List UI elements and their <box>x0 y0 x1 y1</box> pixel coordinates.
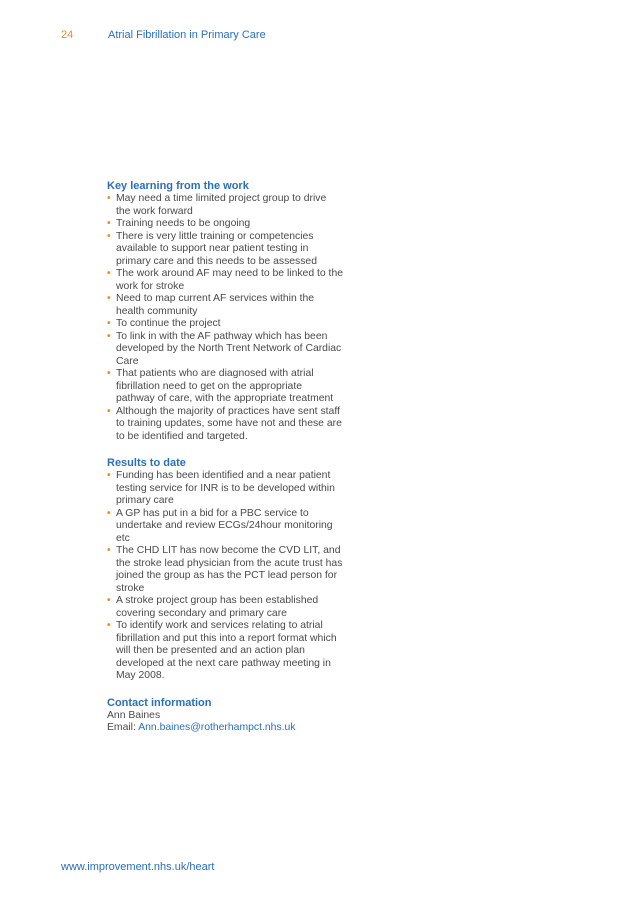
list-item-text: That patients who are diagnosed with atrial fibrillation need to get on the appropriate pathway of care, with the appropriate treatment <box>116 368 334 404</box>
list-item <box>107 406 343 444</box>
list-item-text: Training needs to be ongoing <box>116 218 251 229</box>
list-item-text: A stroke project group has been established covering secondary and primary care <box>116 595 319 619</box>
running-title: Atrial Fibrillation in Primary Care <box>108 29 266 41</box>
list-item <box>107 293 343 318</box>
email-label: Email: <box>107 722 136 733</box>
bullet-icon: • <box>107 368 111 379</box>
list-item <box>107 193 343 218</box>
bullet-icon: • <box>107 545 111 556</box>
list-item <box>107 331 343 369</box>
bullet-icon: • <box>107 293 111 304</box>
list-item <box>107 318 343 331</box>
list-item-text: Funding has been identified and a near patient testing service for INR is to be developed within primary care <box>116 470 335 506</box>
results-heading: Results to date <box>107 457 186 469</box>
main-content <box>107 180 343 749</box>
bullet-icon: • <box>107 193 111 204</box>
list-item-text: To link in with the AF pathway which has been developed by the North Trent Network of Cardiac Care <box>116 330 342 367</box>
list-item-text: May need a time limited project group to drive the work forward <box>116 193 327 217</box>
contact-email-line <box>107 722 343 735</box>
list-item-text: To identify work and services relating to atrial fibrillation and put this into a report format which will then be presented and an action plan developed at the next care pathway meeting in May 2008. <box>116 620 337 681</box>
results-section <box>107 457 343 683</box>
bullet-icon: • <box>107 507 111 519</box>
results-list <box>107 470 343 683</box>
bullet-icon: • <box>107 330 111 342</box>
list-item-text: The CHD LIT has now become the CVD LIT, and the stroke lead physician from the acute trust has joined the group as has the PCT lead person for stroke <box>116 545 343 594</box>
list-item <box>107 595 343 620</box>
bullet-icon: • <box>107 230 111 242</box>
list-item <box>107 268 343 293</box>
list-item <box>107 231 343 269</box>
bullet-icon: • <box>107 268 111 279</box>
email-link[interactable]: Ann.baines@rotherhampct.nhs.uk <box>138 722 296 733</box>
list-item-text: The work around AF may need to be linked to the work for stroke <box>116 268 343 292</box>
list-item-text: A GP has put in a bid for a PBC service to undertake and review ECGs/24hour monitoring etc <box>116 507 333 544</box>
list-item <box>107 218 343 231</box>
bullet-icon: • <box>107 318 111 329</box>
key-learning-section <box>107 180 343 443</box>
key-learning-list <box>107 193 343 443</box>
contact-heading: Contact information <box>107 696 212 709</box>
list-item <box>107 470 343 508</box>
bullet-icon: • <box>107 218 111 229</box>
list-item <box>107 368 343 406</box>
list-item <box>107 620 343 683</box>
list-item <box>107 545 343 595</box>
bullet-icon: • <box>107 405 111 417</box>
list-item-text: There is very little training or competencies available to support near patient testing in primary care and this needs to be assessed <box>116 230 317 267</box>
list-item <box>107 508 343 546</box>
footer-url-link[interactable]: www.improvement.nhs.uk/heart <box>61 861 215 873</box>
bullet-icon: • <box>107 595 111 606</box>
bullet-icon: • <box>107 620 111 631</box>
page-number: 24 <box>61 29 74 41</box>
list-item-text: Although the majority of practices have sent staff to training updates, some have not and these are to be identified and targeted. <box>116 405 342 442</box>
list-item-text: To continue the project <box>116 318 221 329</box>
list-item-text: Need to map current AF services within the health community <box>116 293 315 317</box>
contact-name: Ann Baines <box>107 709 161 721</box>
contact-section <box>107 697 343 735</box>
key-learning-heading: Key learning from the work <box>107 180 249 192</box>
bullet-icon: • <box>107 470 111 481</box>
